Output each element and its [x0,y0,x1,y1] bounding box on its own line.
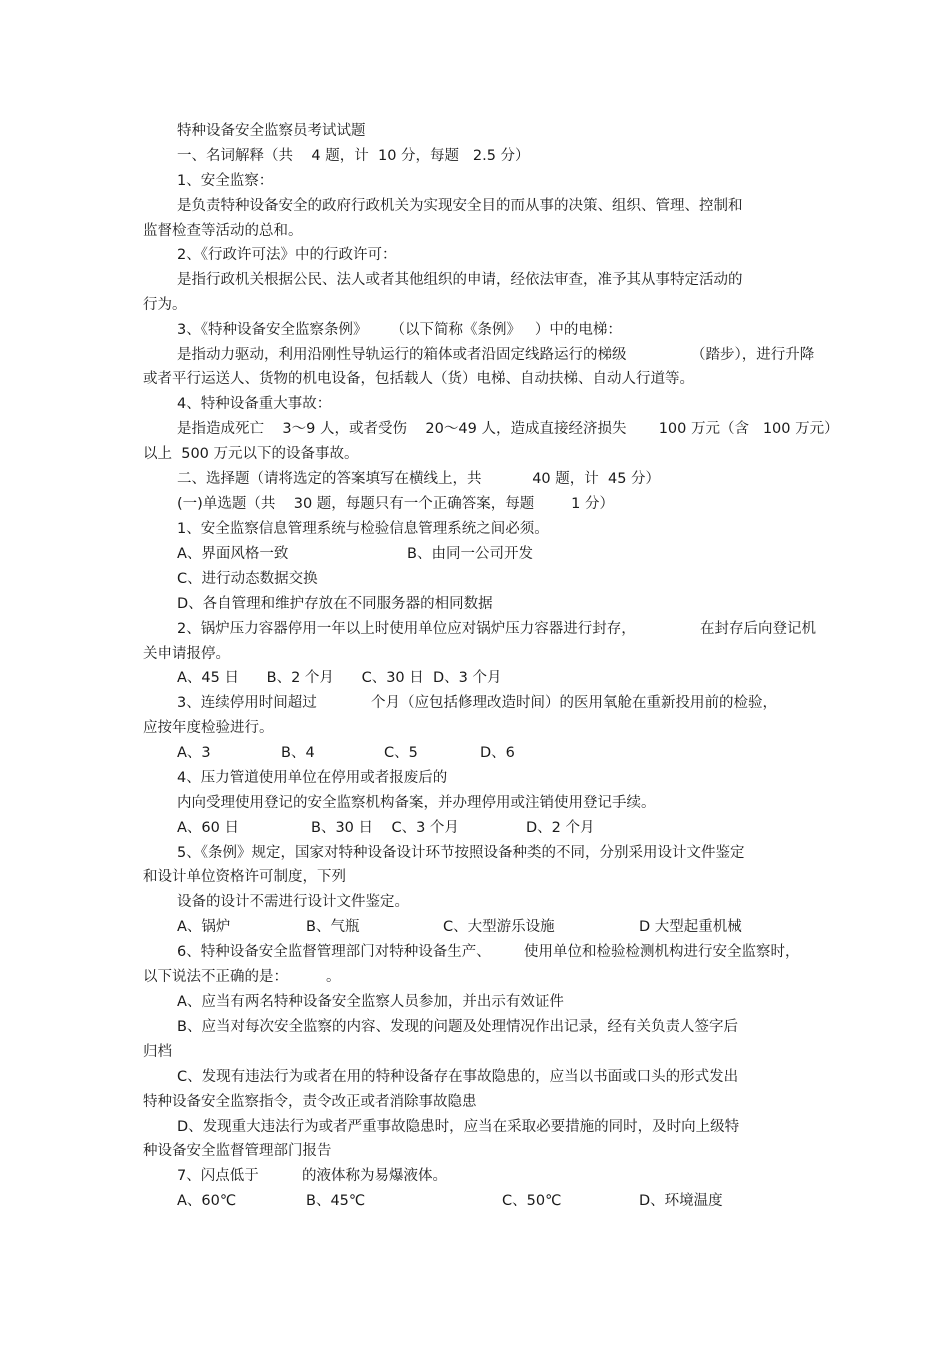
term-1: 1、安全监察： [177,173,274,189]
term-2: 2、《行政许可法》中的行政许可： [177,247,397,263]
definition-3-line2: 或者平行运送人、货物的机电设备，包括载人（货）电梯、自动扶梯、自动人行道等。 [143,371,694,387]
section1-heading: 一、名词解释（共 4 题，计 10 分，每题 2.5 分） [177,148,530,164]
section2-heading: 二、选择题（请将选定的答案填写在横线上，共 40 题，计 45 分） [177,471,661,487]
question-2-stem-line2: 关申请报停。 [143,646,230,662]
definition-2-line1: 是指行政机关根据公民、法人或者其他组织的申请，经依法审查，准予其从事特定活动的 [177,272,743,288]
question-5-option-a: A、锅炉 [177,919,231,935]
question-1-stem: 1、安全监察信息管理系统与检验信息管理系统之间必须。 [177,521,549,537]
question-1-option-b: B、由同一公司开发 [407,546,533,562]
question-3-option-b: B、4 [281,745,315,761]
question-3-option-c: C、5 [384,745,418,761]
question-4-stem-line2: 内向受理使用登记的安全监察机构备案，并办理停用或注销使用登记手续。 [177,795,656,811]
question-6-stem-line2: 以下说法不正确的是： [143,969,288,985]
question-3-stem-part2: 个月（应包括修理改造时间）的医用氧舱在重新投用前的检验， [371,695,777,711]
question-6-stem-part2: 使用单位和检验检测机构进行安全监察时， [524,944,800,960]
question-6-option-b-line1: B、应当对每次安全监察的内容、发现的问题及处理情况作出记录，经有关负责人签字后 [177,1019,738,1035]
question-2-stem-part1: 2、锅炉压力容器停用一年以上时使用单位应对锅炉压力容器进行封存， [177,621,636,637]
question-3-stem-part1: 3、连续停用时间超过 [177,695,317,711]
question-4-stem-line1: 4、压力管道使用单位在停用或者报废后的 [177,770,448,786]
question-5-stem-line3: 设备的设计不需进行设计文件鉴定。 [177,894,409,910]
question-5-stem-line2: 和设计单位资格许可制度，下列 [143,869,346,885]
question-1-option-d: D、各自管理和维护存放在不同服务器的相同数据 [177,596,493,612]
question-4-option-a: A、60 日 [177,820,239,836]
definition-3-line1: 是指动力驱动，利用沿刚性导轨运行的箱体或者沿固定线路运行的梯级 （踏步），进行升降 [177,347,815,363]
question-4-option-d: D、2 个月 [526,820,595,836]
question-3-stem-line2: 应按年度检验进行。 [143,720,274,736]
definition-2-line2: 行为。 [143,297,187,313]
question-1-option-c: C、进行动态数据交换 [177,571,318,587]
question-6-stem-part1: 6、特种设备安全监督管理部门对特种设备生产、 [177,944,491,960]
term-4: 4、特种设备重大事故： [177,396,332,412]
question-6-option-c-line1: C、发现有违法行为或者在用的特种设备存在事故隐患的，应当以书面或口头的形式发出 [177,1069,739,1085]
question-3-option-d: D、6 [480,745,515,761]
section2-subheading: (一)单选题（共 30 题，每题只有一个正确答案，每题 1 分） [177,496,615,512]
question-6-stem-blank-end: 。 [326,969,341,985]
question-6-option-b-line2: 归档 [143,1044,172,1060]
question-5-option-d: D 大型起重机械 [639,919,742,935]
question-3-option-a: A、3 [177,745,211,761]
definition-4-line2: 以上 500 万元以下的设备事故。 [143,446,359,462]
question-2-options: A、45 日 B、2 个月 C、30 日 D、3 个月 [177,670,502,686]
question-7-option-b: B、45℃ [306,1193,366,1209]
question-7-stem-part1: 7、闪点低于 [177,1168,259,1184]
document-title: 特种设备安全监察员考试试题 [177,123,366,139]
question-6-option-c-line2: 特种设备安全监察指令，责令改正或者消除事故隐患 [143,1094,477,1110]
question-6-option-a: A、应当有两名特种设备安全监察人员参加，并出示有效证件 [177,994,564,1010]
question-7-option-a: A、60℃ [177,1193,237,1209]
question-7-stem-part2: 的液体称为易爆液体。 [302,1168,447,1184]
definition-1-line1: 是负责特种设备安全的政府行政机关为实现安全目的而从事的决策、组织、管理、控制和 [177,198,743,214]
question-6-option-d-line1: D、发现重大违法行为或者严重事故隐患时，应当在采取必要措施的同时，及时向上级特 [177,1119,740,1135]
definition-4-line1: 是指造成死亡 3～9 人，或者受伤 20～49 人，造成直接经济损失 100 万元（含 100 万元） [177,421,839,437]
question-6-option-d-line2: 种设备安全监督管理部门报告 [143,1143,332,1159]
question-5-option-b: B、气瓶 [306,919,360,935]
definition-1-line2: 监督检查等活动的总和。 [143,223,303,239]
question-5-option-c: C、大型游乐设施 [443,919,555,935]
question-5-stem-line1: 5、《条例》规定，国家对特种设备设计环节按照设备种类的不同，分别采用设计文件鉴定 [177,845,745,861]
question-7-option-d: D、环境温度 [639,1193,723,1209]
question-1-option-a: A、界面风格一致 [177,546,289,562]
question-2-stem-part2: 在封存后向登记机 [700,621,816,637]
question-4-option-bc: B、30 日 C、3 个月 [311,820,459,836]
question-7-option-c: C、50℃ [502,1193,562,1209]
term-3: 3、《特种设备安全监察条例》 （以下简称《条例》 ）中的电梯： [177,322,622,338]
